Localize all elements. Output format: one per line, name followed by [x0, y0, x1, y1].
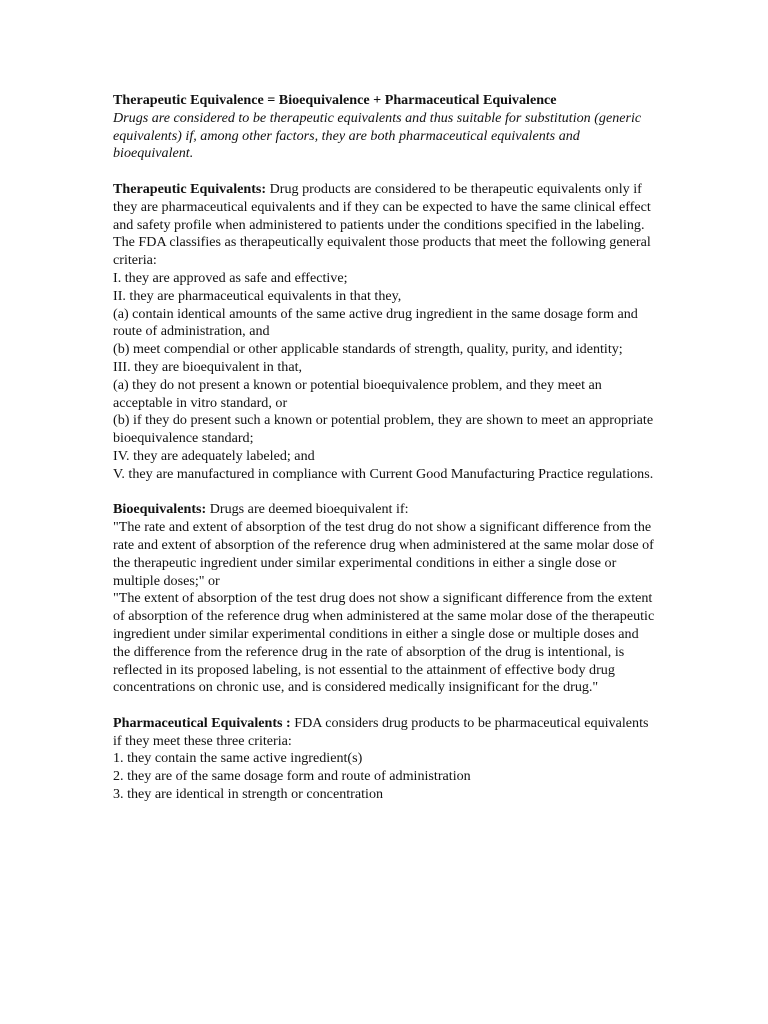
fda-criteria-intro: The FDA classifies as therapeutically equivalent those products that meet the following general criteria:: [113, 234, 651, 269]
pharma-criterion-1: 1. they contain the same active ingredient(s): [113, 750, 363, 767]
criterion-3a: (a) they do not present a known or potential bioequivalence problem, and they meet an acceptable in vitro standard, or: [113, 376, 602, 411]
criterion-2a: (a) contain identical amounts of the same active drug ingredient in the same dosage form and route of administration, and: [113, 305, 638, 340]
criterion-2: II. they are pharmaceutical equivalents in that they,: [113, 287, 402, 304]
spacer: [113, 697, 658, 715]
bioequivalence-quote-2: "The extent of absorption of the test drug does not show a significant difference from the extent of absorption of the reference drug when administered at the same molar dose of the therapeutic ingredient under similar experimental conditions in either a single dose or multiple doses and the difference from the reference drug in the rate of absorption of the drug is intentional, is reflected in its proposed labeling, is not essential to the attainment of effective body drug concentrations on chronic use, and is considered medically insignificant for the drug.": [113, 590, 655, 696]
pharmaceutical-paragraph: [113, 715, 658, 751]
spacer: [113, 484, 658, 502]
bioequivalents-paragraph: [113, 501, 658, 519]
criterion-2b: (b) meet compendial or other applicable standards of strength, quality, purity, and identity;: [113, 341, 623, 358]
pharma-criterion-2: 2. they are of the same dosage form and route of administration: [113, 768, 471, 785]
therapeutic-definition-paragraph: [113, 181, 658, 234]
pharma-criterion-3: 3. they are identical in strength or concentration: [113, 786, 384, 803]
therapeutic-heading: Therapeutic Equivalents:: [113, 180, 267, 197]
pharmaceutical-definition: FDA considers drug products to be pharmaceutical equivalents if they meet these three criteria:: [113, 714, 649, 749]
criterion-3b: (b) if they do present such a known or potential problem, they are shown to meet an appropriate bioequivalence standard;: [113, 412, 654, 447]
bioequivalence-quote-1: "The rate and extent of absorption of the test drug do not show a significant difference from the rate and extent of absorption of the reference drug when administered at the same molar dose of the therapeutic ingredient under similar experimental conditions in either a single dose or multiple doses;" or: [113, 519, 654, 589]
intro-paragraph: Drugs are considered to be therapeutic equivalents and thus suitable for substitution (generic equivalents) if, among other factors, they are both pharmaceutical equivalents and bioequivalent.: [113, 109, 642, 162]
bioequivalents-definition: Drugs are deemed bioequivalent if:: [206, 501, 409, 518]
therapeutic-definition: Drug products are considered to be therapeutic equivalents only if they are pharmaceutical equivalents and if they can be expected to have the same clinical effect and safety profile when administered to patients under the conditions specified in the labeling.: [113, 180, 651, 233]
document-title: Therapeutic Equivalence = Bioequivalence + Pharmaceutical Equivalence: [113, 92, 557, 108]
criterion-4: IV. they are adequately labeled; and: [113, 447, 315, 464]
spacer: [113, 163, 658, 181]
criterion-5: V. they are manufactured in compliance with Current Good Manufacturing Practice regulations.: [113, 465, 654, 482]
criterion-1: I. they are approved as safe and effective;: [113, 269, 348, 286]
document-page: [113, 92, 658, 804]
pharmaceutical-heading: Pharmaceutical Equivalents :: [113, 714, 291, 731]
bioequivalents-heading: Bioequivalents:: [113, 501, 207, 518]
criterion-3: III. they are bioequivalent in that,: [113, 358, 303, 375]
